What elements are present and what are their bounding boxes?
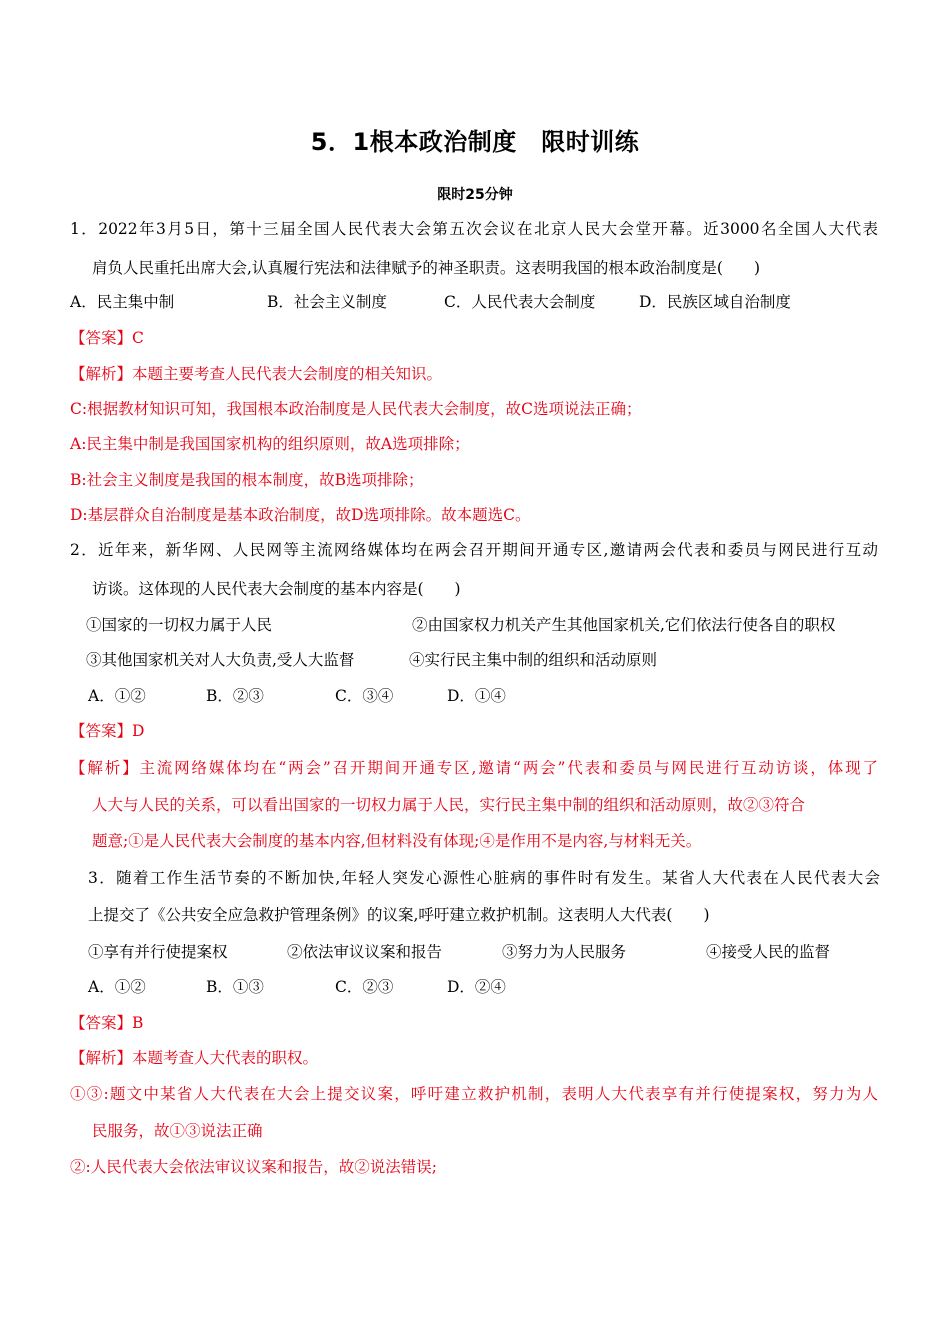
question-1-analysis-line-1: 【解析】本题主要考查人民代表大会制度的相关知识。	[70, 365, 443, 383]
question-2-analysis-line-3: 题意;①是人民代表大会制度的基本内容,但材料没有体现;④是作用不是内容,与材料无关。	[92, 832, 702, 850]
question-2-statement-4: ④实行民主集中制的组织和活动原则	[409, 651, 658, 669]
question-1-analysis-line-4: B:社会主义制度是我国的根本制度，故B选项排除；	[70, 471, 424, 489]
question-3-answer: 【答案】B	[70, 1014, 144, 1032]
question-2-analysis-line-2: 人大与人民的关系，可以看出国家的一切权力属于人民，实行民主集中制的组织和活动原则，故②③符合	[92, 796, 806, 814]
question-1-option-d: D．民族区域自治制度	[639, 293, 791, 311]
time-limit: 限时25分钟	[437, 187, 513, 203]
question-1-stem-line-2: 肩负人民重托出席大会,认真履行宪法和法律赋予的神圣职责。这表明我国的根本政治制度是( )	[92, 259, 761, 277]
question-3-option-a: A．①②	[88, 978, 146, 996]
question-2-analysis-line-1: 【解析】主流网络媒体均在“两会”召开期间开通专区,邀请“两会”代表和委员与网民进行互动访谈，体现了	[70, 759, 878, 777]
question-3-analysis-line-3: 民服务，故①③说法正确	[92, 1122, 263, 1140]
question-1-option-c: C．人民代表大会制度	[444, 293, 596, 311]
question-1-option-b: B．社会主义制度	[267, 293, 387, 311]
question-3-analysis-line-1: 【解析】本题考查人大代表的职权。	[70, 1049, 319, 1067]
question-2-option-d: D．①④	[447, 687, 506, 705]
question-3-analysis-line-2: ①③:题文中某省人大代表在大会上提交议案，呼吁建立救护机制，表明人大代表享有并行使提案权，努力为人	[70, 1085, 878, 1103]
page-title: 5．1根本政治制度 限时训练	[310, 128, 640, 156]
question-1-analysis-line-3: A:民主集中制是我国国家机构的组织原则，故A选项排除；	[70, 435, 470, 453]
question-3-stem-line-2: 上提交了《公共安全应急救护管理条例》的议案,呼吁建立救护机制。这表明人大代表( )	[88, 906, 710, 924]
question-1-analysis-line-2: C:根据教材知识可知，我国根本政治制度是人民代表大会制度，故C选项说法正确；	[70, 400, 642, 418]
question-3-option-d: D．②④	[447, 978, 506, 996]
question-1-stem-line-1: 1．2022年3月5日，第十三届全国人民代表大会第五次会议在北京人民大会堂开幕。近3000名全国人大代表	[70, 220, 878, 238]
question-1-answer: 【答案】C	[70, 329, 144, 347]
question-3-analysis-line-4: ②:人民代表大会依法审议议案和报告，故②说法错误;	[70, 1158, 437, 1176]
question-3-statement-3: ③努力为人民服务	[502, 943, 627, 961]
question-2-statement-2: ②由国家权力机关产生其他国家机关,它们依法行使各自的职权	[412, 616, 836, 634]
question-2-option-a: A．①②	[88, 687, 146, 705]
question-3-stem-line-1: 3．随着工作生活节奏的不断加快,年轻人突发心源性心脏病的事件时有发生。某省人大代表在人民代表大会	[88, 869, 880, 887]
question-2-option-b: B．②③	[206, 687, 264, 705]
question-2-statement-3: ③其他国家机关对人大负责,受人大监督	[86, 651, 355, 669]
question-3-statement-2: ②依法审议议案和报告	[287, 943, 443, 961]
question-3-statement-4: ④接受人民的监督	[706, 943, 831, 961]
question-3-option-b: B．①③	[206, 978, 264, 996]
question-3-statement-1: ①享有并行使提案权	[88, 943, 228, 961]
question-2-stem-line-1: 2．近年来，新华网、人民网等主流网络媒体均在两会召开期间开通专区,邀请两会代表和委员与网民进行互动	[70, 541, 878, 559]
question-1-analysis-line-5: D:基层群众自治制度是基本政治制度，故D选项排除。故本题选C。	[70, 506, 531, 524]
question-2-option-c: C．③④	[335, 687, 394, 705]
question-1-option-a: A．民主集中制	[70, 293, 175, 311]
question-3-option-c: C．②③	[335, 978, 394, 996]
question-2-answer: 【答案】D	[70, 722, 145, 740]
question-2-statement-1: ①国家的一切权力属于人民	[86, 616, 273, 634]
question-2-stem-line-2: 访谈。这体现的人民代表大会制度的基本内容是( )	[92, 580, 461, 598]
